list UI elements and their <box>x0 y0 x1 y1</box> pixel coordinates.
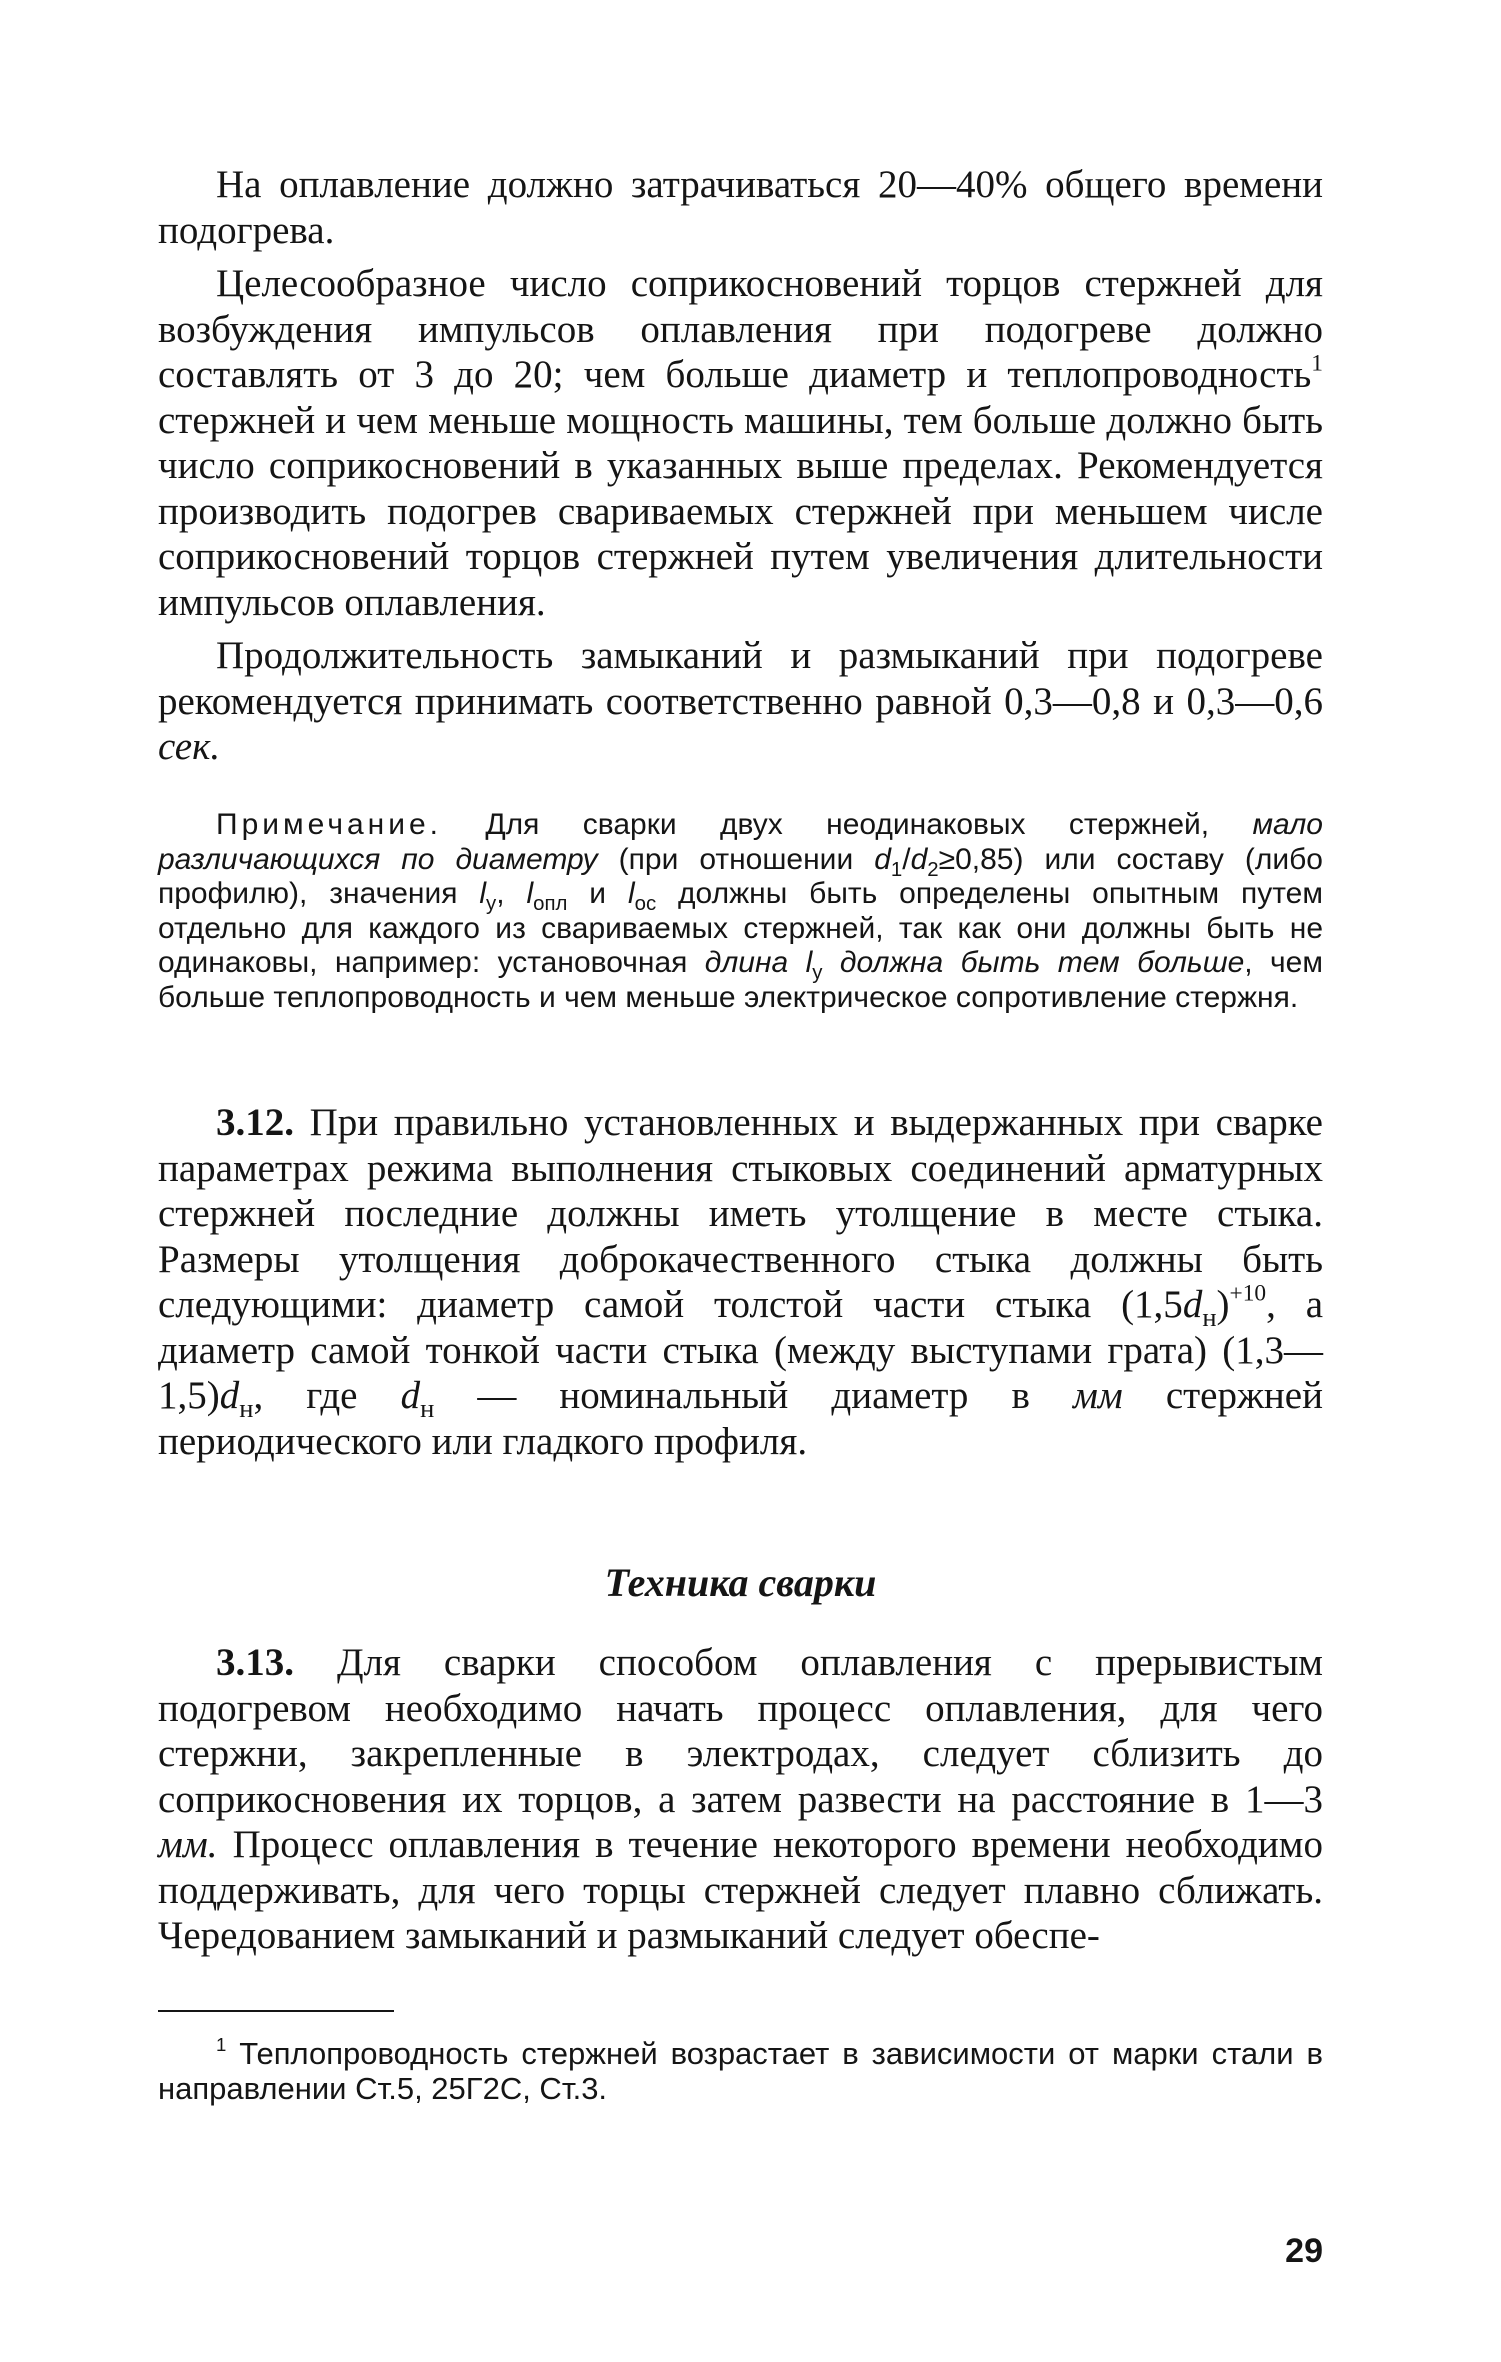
paragraph-3-12: 3.12. При правильно установленных и выдержанных при сварке параметрах режима выполнения стыковых соединений арматурных стержней последние должны иметь утолщение в месте стыка. Размеры утолщения доброкачественного стыка должны быть следующими: диаметр самой толстой части стыка $(1,5d_н)^{+10}$, а диаметр самой тонкой части стыка (между выступами грата) $(1,3—1,5)d_н$, где $d_н$ — номинальный диаметр в мм стержней периодического или гладкого профиля. <box>158 1101 1324 1463</box>
paragraph-3-13: 3.13. Для сварки способом оплавления с прерывистым подогревом необходимо начать процесс оплавления, для чего стержни, закрепленные в электродах, следует сблизить до соприкосновения их торцов, а затем развести на расстояние в 1—3 мм. Процесс оплавления в течение некоторого времени необходимо поддерживать, для чего торцы стержней следует плавно сближать. Чередованием замыканий и размыканий следует обеспе- <box>158 1641 1323 1957</box>
section-3-13 <box>158 1640 1323 1959</box>
note-label: Примечание. <box>216 808 442 841</box>
note-block <box>158 808 1323 1015</box>
section-heading-block <box>158 1560 1323 1606</box>
paragraph-contacts-count: Целесообразное число соприкосновений торцов стержней для возбуждения импульсов оплавления при подогреве должно составлять от 3 до 20; чем больше диаметр и теплопроводность$^1$ стержней и чем меньше мощность машины, тем больше должно быть число соприкосновений в указанных выше пределах. Рекомендуется производить подогрев свариваемых стержней при меньшем числе соприкосновений торцов стержней путем увеличения длительности импульсов оплавления. <box>158 262 1323 624</box>
body-text-upper <box>158 162 1323 770</box>
section-3-12 <box>158 1100 1323 1464</box>
tolerance: +10 <box>1229 1280 1267 1307</box>
paragraph-melting-time: На оплавление должно затрачиваться 20—40% общего времени подогрева. <box>158 163 1323 252</box>
note-paragraph: Примечание. Для сварки двух неодинаковых стержней, мало различающихся по диаметру (при отношении $d_1/d_2\ge 0,85$) или составу (либо профилю), значения $l_у$, $l_{опл}$ и $l_{ос}$ должны быть определены опытным путем отдельно для каждого из свариваемых стержней, так как они должны быть не одинаковы, например: установочная длина $l_у$ должна быть тем больше, чем больше теплопроводность и чем меньше электрическое сопротивление стержня. <box>158 808 1323 1014</box>
footnote-reference: 1 <box>1311 350 1323 377</box>
page-number: 29 <box>1285 2232 1323 2270</box>
footnote-mark: 1 <box>216 2033 227 2055</box>
section-title: Техника сварки <box>604 1560 877 1605</box>
section-number: 3.13. <box>216 1641 294 1684</box>
section-number: 3.12. <box>216 1101 294 1144</box>
footnote-text: $^1$ Теплопроводность стержней возрастает в зависимости от марки стали в направлении Ст.5, 25Г2С, Ст.3. <box>158 2033 1323 2106</box>
footnote-divider <box>158 2010 394 2012</box>
footnote-block <box>158 2033 1323 2106</box>
paragraph-duration: Продолжительность замыканий и размыканий при подогреве рекомендуется принимать соответственно равной 0,3—0,8 и 0,3—0,6 сек. <box>158 634 1323 768</box>
